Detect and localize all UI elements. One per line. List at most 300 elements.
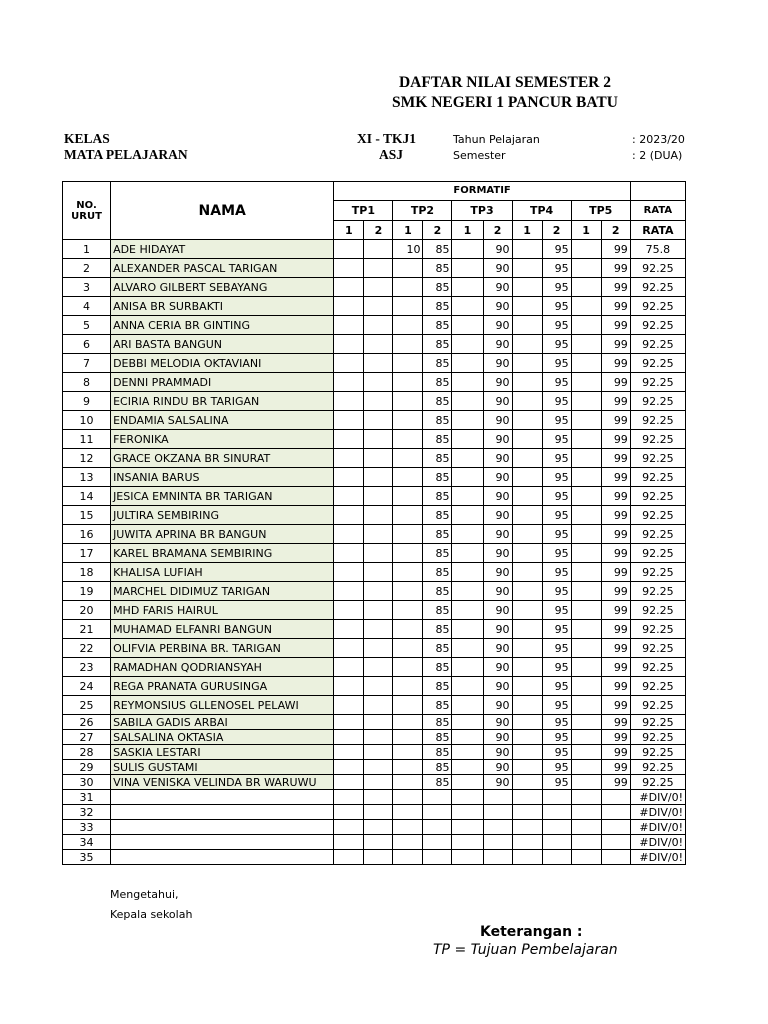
- score-cell: 95: [542, 601, 571, 620]
- score-cell: 99: [601, 525, 630, 544]
- score-cell: [452, 730, 483, 745]
- student-name: ANISA BR SURBAKTI: [111, 297, 334, 316]
- score-cell: [334, 620, 364, 639]
- score-cell: [571, 835, 601, 850]
- score-cell: [512, 820, 542, 835]
- rata-cell: 92.25: [630, 544, 685, 563]
- score-cell: [571, 335, 601, 354]
- score-cell: 95: [542, 525, 571, 544]
- score-cell: 95: [542, 544, 571, 563]
- no-urut-header: NO. URUT: [63, 182, 111, 240]
- score-cell: 90: [483, 411, 512, 430]
- score-cell: [452, 506, 483, 525]
- rata-cell: #DIV/0!: [630, 805, 685, 820]
- score-cell: [334, 775, 364, 790]
- score-cell: [364, 544, 393, 563]
- rata-cell: 92.25: [630, 335, 685, 354]
- score-cell: 99: [601, 316, 630, 335]
- score-cell: 90: [483, 468, 512, 487]
- row-number: 4: [63, 297, 111, 316]
- score-cell: [542, 820, 571, 835]
- rata-cell: 92.25: [630, 677, 685, 696]
- score-cell: 95: [542, 506, 571, 525]
- score-cell: [512, 775, 542, 790]
- score-cell: [512, 525, 542, 544]
- table-row: [63, 639, 686, 658]
- score-cell: [571, 730, 601, 745]
- score-cell: 85: [423, 677, 452, 696]
- table-row: [63, 805, 686, 820]
- score-cell: [512, 373, 542, 392]
- row-number: 12: [63, 449, 111, 468]
- score-cell: [512, 449, 542, 468]
- score-cell: 90: [483, 620, 512, 639]
- score-cell: 85: [423, 259, 452, 278]
- student-name: ECIRIA RINDU BR TARIGAN: [111, 392, 334, 411]
- score-cell: [601, 850, 630, 865]
- score-cell: [393, 259, 423, 278]
- score-cell: [364, 805, 393, 820]
- student-name: [111, 835, 334, 850]
- table-row: [63, 820, 686, 835]
- sub-header: 2: [483, 221, 512, 240]
- score-cell: [393, 487, 423, 506]
- score-cell: 95: [542, 715, 571, 730]
- score-cell: 99: [601, 775, 630, 790]
- score-cell: [364, 820, 393, 835]
- table-row: [63, 850, 686, 865]
- score-cell: [452, 805, 483, 820]
- rata-cell: 92.25: [630, 430, 685, 449]
- score-cell: [364, 790, 393, 805]
- rata-cell: #DIV/0!: [630, 790, 685, 805]
- row-number: 35: [63, 850, 111, 865]
- score-cell: [393, 850, 423, 865]
- score-cell: [512, 259, 542, 278]
- document-title: DAFTAR NILAI SEMESTER 2: [398, 74, 611, 91]
- table-row: [63, 790, 686, 805]
- score-cell: [364, 373, 393, 392]
- table-row: [63, 335, 686, 354]
- student-name: [111, 850, 334, 865]
- table-row: [63, 760, 686, 775]
- score-cell: [571, 790, 601, 805]
- score-cell: 95: [542, 563, 571, 582]
- score-cell: 85: [423, 506, 452, 525]
- score-cell: 85: [423, 392, 452, 411]
- score-cell: [334, 790, 364, 805]
- score-cell: 99: [601, 696, 630, 715]
- mapel-value: ASJ: [379, 147, 404, 162]
- score-cell: [334, 696, 364, 715]
- score-cell: [334, 354, 364, 373]
- score-cell: 85: [423, 582, 452, 601]
- score-cell: 99: [601, 563, 630, 582]
- score-cell: [393, 730, 423, 745]
- score-cell: 90: [483, 601, 512, 620]
- mengetahui-text: Mengetahui,: [110, 888, 179, 901]
- score-cell: 90: [483, 240, 512, 259]
- score-cell: [452, 620, 483, 639]
- score-cell: 99: [601, 468, 630, 487]
- student-name: MARCHEL DIDIMUZ TARIGAN: [111, 582, 334, 601]
- score-cell: 95: [542, 335, 571, 354]
- score-cell: 85: [423, 544, 452, 563]
- rata-cell: 92.25: [630, 468, 685, 487]
- score-cell: [571, 850, 601, 865]
- table-row: [63, 449, 686, 468]
- rata-cell: 92.25: [630, 745, 685, 760]
- score-cell: [334, 506, 364, 525]
- rata-cell: 92.25: [630, 354, 685, 373]
- student-name: RAMADHAN QODRIANSYAH: [111, 658, 334, 677]
- table-row: [63, 297, 686, 316]
- score-cell: [512, 850, 542, 865]
- score-cell: [452, 525, 483, 544]
- score-cell: 90: [483, 449, 512, 468]
- score-cell: [393, 525, 423, 544]
- student-name: JULTIRA SEMBIRING: [111, 506, 334, 525]
- score-cell: [334, 760, 364, 775]
- row-number: 14: [63, 487, 111, 506]
- student-name: GRACE OKZANA BR SINURAT: [111, 449, 334, 468]
- tp-header-1: TP1: [334, 201, 393, 221]
- tp-header-3: TP3: [452, 201, 512, 221]
- score-cell: [452, 760, 483, 775]
- score-cell: [571, 392, 601, 411]
- score-cell: 90: [483, 582, 512, 601]
- row-number: 3: [63, 278, 111, 297]
- table-row: [63, 240, 686, 259]
- score-cell: [512, 620, 542, 639]
- student-name: ANNA CERIA BR GINTING: [111, 316, 334, 335]
- rata-cell: 92.25: [630, 411, 685, 430]
- student-name: REYMONSIUS GLLENOSEL PELAWI: [111, 696, 334, 715]
- score-cell: [571, 278, 601, 297]
- score-cell: 90: [483, 487, 512, 506]
- score-cell: 85: [423, 411, 452, 430]
- score-cell: [452, 278, 483, 297]
- score-cell: [393, 658, 423, 677]
- score-cell: [334, 639, 364, 658]
- score-cell: [364, 696, 393, 715]
- table-row: [63, 620, 686, 639]
- score-cell: [542, 790, 571, 805]
- score-cell: [571, 487, 601, 506]
- score-cell: [334, 601, 364, 620]
- kelas-value: XI - TKJ1: [357, 131, 417, 146]
- score-cell: 85: [423, 468, 452, 487]
- score-cell: [364, 354, 393, 373]
- rata-cell: 92.25: [630, 620, 685, 639]
- score-cell: 95: [542, 639, 571, 658]
- school-name: SMK NEGERI 1 PANCUR BATU: [392, 94, 618, 111]
- score-cell: 95: [542, 411, 571, 430]
- student-name: ADE HIDAYAT: [111, 240, 334, 259]
- student-name: SULIS GUSTAMI: [111, 760, 334, 775]
- table-row: [63, 430, 686, 449]
- student-name: SALSALINA OKTASIA: [111, 730, 334, 745]
- table-row: [63, 775, 686, 790]
- score-cell: [571, 760, 601, 775]
- score-cell: [571, 354, 601, 373]
- score-cell: [334, 525, 364, 544]
- score-cell: [512, 730, 542, 745]
- score-cell: [512, 745, 542, 760]
- student-name: DEBBI MELODIA OKTAVIANI: [111, 354, 334, 373]
- score-cell: 85: [423, 620, 452, 639]
- row-number: 2: [63, 259, 111, 278]
- row-number: 32: [63, 805, 111, 820]
- score-cell: [393, 506, 423, 525]
- rata-cell: 92.25: [630, 506, 685, 525]
- score-cell: [512, 335, 542, 354]
- score-cell: [334, 373, 364, 392]
- rata-cell: 92.25: [630, 316, 685, 335]
- score-cell: [601, 805, 630, 820]
- score-cell: [512, 601, 542, 620]
- score-cell: [452, 240, 483, 259]
- score-cell: [512, 805, 542, 820]
- score-cell: [393, 677, 423, 696]
- score-cell: [601, 835, 630, 850]
- score-cell: [512, 316, 542, 335]
- score-cell: 99: [601, 430, 630, 449]
- score-cell: 85: [423, 316, 452, 335]
- score-cell: 99: [601, 760, 630, 775]
- score-cell: [364, 335, 393, 354]
- score-cell: [452, 259, 483, 278]
- score-cell: [571, 775, 601, 790]
- score-cell: 90: [483, 745, 512, 760]
- score-cell: [393, 715, 423, 730]
- score-cell: [571, 805, 601, 820]
- score-cell: 85: [423, 696, 452, 715]
- score-cell: [423, 820, 452, 835]
- tp-header-4: TP4: [512, 201, 571, 221]
- score-cell: 90: [483, 696, 512, 715]
- score-cell: [452, 835, 483, 850]
- rata-cell: #DIV/0!: [630, 850, 685, 865]
- score-cell: [334, 715, 364, 730]
- score-cell: 90: [483, 316, 512, 335]
- score-cell: [393, 430, 423, 449]
- score-cell: 85: [423, 449, 452, 468]
- score-cell: [571, 449, 601, 468]
- score-cell: 99: [601, 639, 630, 658]
- row-number: 29: [63, 760, 111, 775]
- score-cell: 90: [483, 639, 512, 658]
- score-cell: 99: [601, 677, 630, 696]
- score-cell: [393, 582, 423, 601]
- score-cell: [571, 316, 601, 335]
- score-cell: [364, 715, 393, 730]
- row-number: 34: [63, 835, 111, 850]
- score-cell: 95: [542, 278, 571, 297]
- score-cell: [334, 835, 364, 850]
- row-number: 7: [63, 354, 111, 373]
- student-name: MHD FARIS HAIRUL: [111, 601, 334, 620]
- score-cell: [334, 820, 364, 835]
- row-number: 11: [63, 430, 111, 449]
- score-cell: 95: [542, 468, 571, 487]
- score-cell: 95: [542, 297, 571, 316]
- score-cell: 90: [483, 392, 512, 411]
- rata-cell: 92.25: [630, 392, 685, 411]
- score-cell: [452, 335, 483, 354]
- student-name: ALEXANDER PASCAL TARIGAN: [111, 259, 334, 278]
- score-cell: [364, 506, 393, 525]
- score-cell: 95: [542, 775, 571, 790]
- score-cell: 90: [483, 259, 512, 278]
- score-cell: 85: [423, 775, 452, 790]
- score-cell: [334, 240, 364, 259]
- score-cell: [334, 392, 364, 411]
- score-cell: [393, 601, 423, 620]
- score-cell: [364, 392, 393, 411]
- score-cell: 99: [601, 658, 630, 677]
- score-cell: 99: [601, 240, 630, 259]
- score-cell: [393, 563, 423, 582]
- score-cell: [334, 730, 364, 745]
- score-cell: [452, 639, 483, 658]
- sub-header: 1: [452, 221, 483, 240]
- score-cell: [452, 745, 483, 760]
- rata-header-bottom: RATA: [630, 221, 685, 240]
- score-cell: 99: [601, 487, 630, 506]
- score-cell: [571, 563, 601, 582]
- tahun-label: Tahun Pelajaran: [453, 133, 540, 146]
- score-cell: [601, 820, 630, 835]
- score-cell: [393, 373, 423, 392]
- row-number: 16: [63, 525, 111, 544]
- table-row: [63, 563, 686, 582]
- row-number: 26: [63, 715, 111, 730]
- student-name: ENDAMIA SALSALINA: [111, 411, 334, 430]
- score-cell: 95: [542, 240, 571, 259]
- score-cell: [571, 620, 601, 639]
- rata-cell: 92.25: [630, 259, 685, 278]
- student-name: [111, 790, 334, 805]
- score-cell: [334, 487, 364, 506]
- score-cell: [393, 354, 423, 373]
- student-name: FERONIKA: [111, 430, 334, 449]
- row-number: 13: [63, 468, 111, 487]
- table-row: [63, 354, 686, 373]
- score-cell: [512, 790, 542, 805]
- score-cell: [512, 639, 542, 658]
- score-cell: [452, 601, 483, 620]
- table-row: [63, 487, 686, 506]
- table-row: [63, 468, 686, 487]
- rata-header-blank: [630, 182, 685, 201]
- score-cell: [571, 639, 601, 658]
- row-number: 10: [63, 411, 111, 430]
- row-number: 28: [63, 745, 111, 760]
- student-name: DENNI PRAMMADI: [111, 373, 334, 392]
- score-cell: [452, 354, 483, 373]
- nama-header: NAMA: [111, 182, 334, 240]
- score-cell: [452, 373, 483, 392]
- score-cell: [423, 835, 452, 850]
- row-number: 22: [63, 639, 111, 658]
- score-cell: [452, 544, 483, 563]
- score-cell: [423, 790, 452, 805]
- score-cell: 95: [542, 760, 571, 775]
- score-cell: [393, 468, 423, 487]
- score-cell: [571, 820, 601, 835]
- student-name: REGA PRANATA GURUSINGA: [111, 677, 334, 696]
- tp-header-5: TP5: [571, 201, 630, 221]
- student-name: SASKIA LESTARI: [111, 745, 334, 760]
- score-cell: [512, 240, 542, 259]
- tahun-value: : 2023/20: [632, 133, 685, 146]
- score-cell: [364, 525, 393, 544]
- score-cell: 90: [483, 430, 512, 449]
- score-cell: [452, 392, 483, 411]
- score-cell: 90: [483, 760, 512, 775]
- score-cell: [393, 316, 423, 335]
- score-cell: [571, 297, 601, 316]
- sub-header: 2: [423, 221, 452, 240]
- score-cell: [393, 392, 423, 411]
- keterangan-label: Keterangan :: [480, 924, 583, 940]
- table-row: [63, 506, 686, 525]
- table-row: [63, 525, 686, 544]
- score-cell: 95: [542, 696, 571, 715]
- score-cell: 99: [601, 745, 630, 760]
- score-cell: [512, 582, 542, 601]
- row-number: 23: [63, 658, 111, 677]
- score-cell: [452, 468, 483, 487]
- rata-cell: 92.25: [630, 775, 685, 790]
- rata-cell: 92.25: [630, 563, 685, 582]
- score-cell: [512, 411, 542, 430]
- score-cell: [452, 582, 483, 601]
- score-cell: 99: [601, 259, 630, 278]
- score-cell: [334, 677, 364, 696]
- score-cell: 10: [393, 240, 423, 259]
- score-cell: [393, 278, 423, 297]
- student-name: OLIFVIA PERBINA BR. TARIGAN: [111, 639, 334, 658]
- score-cell: 99: [601, 392, 630, 411]
- score-cell: [334, 850, 364, 865]
- table-row: [63, 259, 686, 278]
- score-cell: [483, 820, 512, 835]
- row-number: 17: [63, 544, 111, 563]
- score-cell: [512, 278, 542, 297]
- score-cell: [334, 297, 364, 316]
- row-number: 1: [63, 240, 111, 259]
- score-cell: [483, 805, 512, 820]
- student-name: [111, 805, 334, 820]
- score-cell: [364, 639, 393, 658]
- score-cell: 99: [601, 278, 630, 297]
- table-row: [63, 544, 686, 563]
- tp-header-2: TP2: [393, 201, 452, 221]
- score-cell: 90: [483, 335, 512, 354]
- score-cell: [512, 354, 542, 373]
- score-cell: [364, 745, 393, 760]
- row-number: 21: [63, 620, 111, 639]
- score-cell: [364, 563, 393, 582]
- score-cell: 99: [601, 582, 630, 601]
- score-cell: 95: [542, 449, 571, 468]
- score-cell: [334, 449, 364, 468]
- score-cell: [364, 658, 393, 677]
- score-cell: [334, 430, 364, 449]
- score-cell: [601, 790, 630, 805]
